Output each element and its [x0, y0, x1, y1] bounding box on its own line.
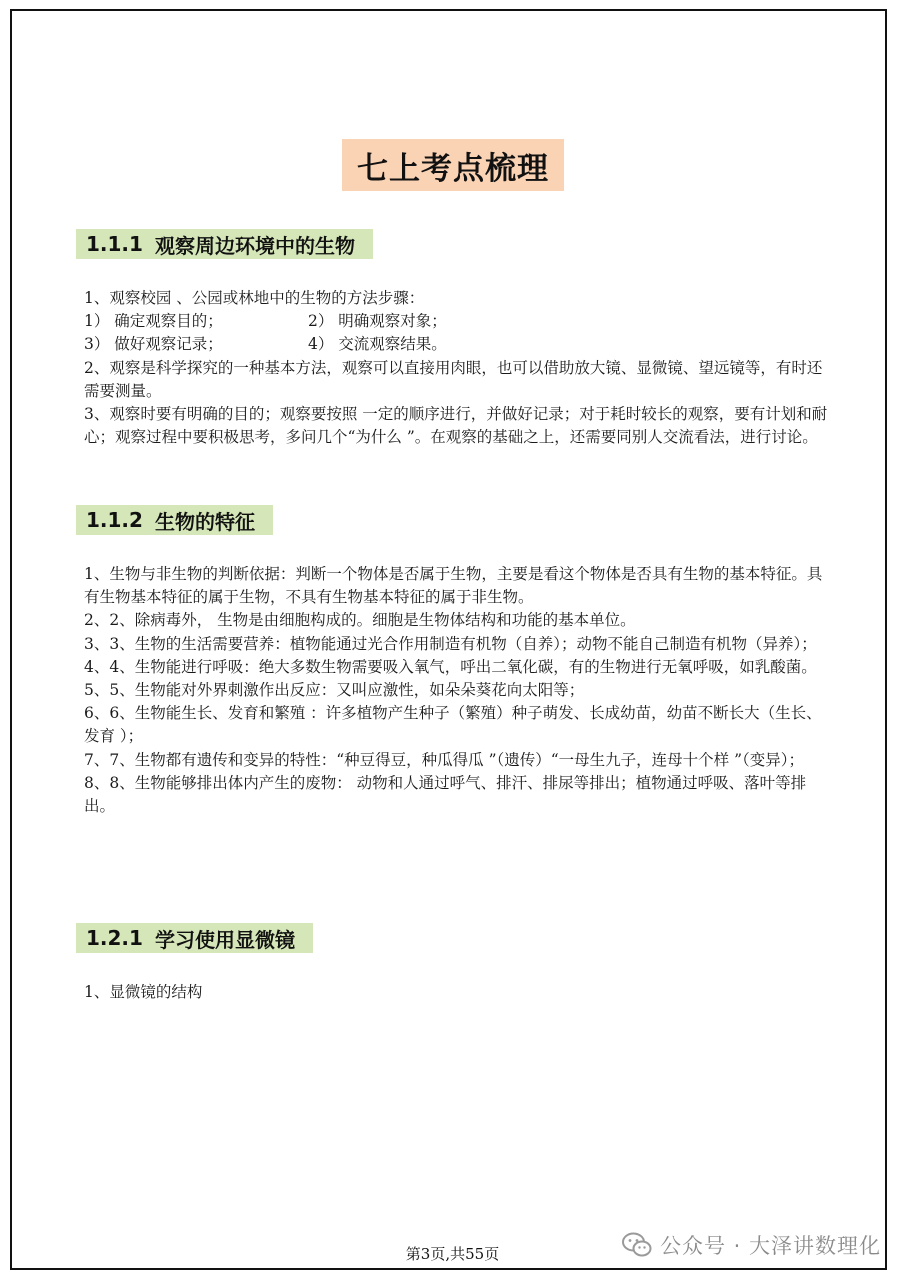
paragraph: 3、3、生物的生活需要营养：植物能通过光合作用制造有机物（自养）；动物不能自己制造有机物（异养）；: [84, 634, 817, 653]
section-number: 1.2.1: [86, 926, 143, 950]
section-body-1-2-1: [84, 981, 830, 1004]
paragraph: 8、8、生物能够排出体内产生的废物： 动物和人通过呼气、排汗、排尿等排出；植物通过呼吸、落叶等排出。: [84, 773, 807, 816]
paragraph: 7、7、生物都有遗传和变异的特性：“种豆得豆，种瓜得瓜 ”（遗传）“一母生九子，连母十个样 ”（变异）；: [84, 750, 805, 769]
paragraph: 5、5、生物能对外界刺激作出反应：又叫应激性，如朵朵葵花向太阳等；: [84, 681, 585, 700]
section-title: 生物的特征: [154, 509, 255, 534]
section-number: 1.1.1: [86, 232, 143, 256]
section-heading-1-1-2: [76, 505, 273, 535]
step-item: 1） 确定观察目的；: [84, 312, 223, 331]
step-item: 3） 做好观察记录；: [84, 335, 223, 354]
section-heading-1-1-1: [76, 229, 373, 259]
observation-steps: [84, 310, 830, 356]
section-title: 观察周边环境中的生物: [154, 233, 355, 258]
watermark: [622, 1230, 881, 1260]
paragraph: 3、观察时要有明确的目的；观察要按照 一定的顺序进行，并做好记录；对于耗时较长的观察，要有计划和耐心；观察过程中要积极思考，多问几个“为什么 ”。在观察的基础之上，还需要同别人交流看法，进行讨论。: [84, 405, 828, 447]
section-body-1-1-1: [84, 287, 830, 449]
section-body-1-1-2: [84, 563, 830, 818]
page-number: 第3页,共55页: [405, 1245, 500, 1263]
section-heading-1-2-1: [76, 923, 313, 953]
section-title: 学习使用显微镜: [154, 927, 295, 952]
step-item: 2） 明确观察对象；: [308, 312, 447, 331]
watermark-text: 公众号 · 大泽讲数理化: [659, 1234, 881, 1258]
paragraph: 1、显微镜的结构: [84, 983, 203, 1001]
paragraph: 1、观察校园 、公园或林地中的生物的方法步骤：: [84, 289, 425, 307]
step-item: 4） 交流观察结果。: [308, 335, 447, 354]
section-number: 1.1.2: [86, 508, 143, 532]
paragraph: 4、4、生物能进行呼吸：绝大多数生物需要吸入氧气，呼出二氧化碳，有的生物进行无氧呼吸，如乳酸菌。: [84, 657, 817, 676]
page-title: 七上考点梳理: [342, 139, 564, 191]
paragraph: 2、2、除病毒外， 生物是由细胞构成的。细胞是生物体结构和功能的基本单位。: [84, 611, 636, 630]
paragraph: 2、观察是科学探究的一种基本方法，观察可以直接用肉眼，也可以借助放大镜、显微镜、望远镜等，有时还需要测量。: [84, 358, 823, 400]
paragraph: 6、6、生物能生长、发育和繁殖 ：许多植物产生种子（繁殖）种子萌发、长成幼苗，幼苗不断长大（生长、发育 ）；: [84, 704, 822, 746]
paragraph: 1、生物与非生物的判断依据：判断一个物体是否属于生物，主要是看这个物体是否具有生物的基本特征。具有生物基本特征的属于生物，不具有生物基本特征的属于非生物。: [84, 565, 823, 607]
wechat-icon: [622, 1232, 652, 1258]
